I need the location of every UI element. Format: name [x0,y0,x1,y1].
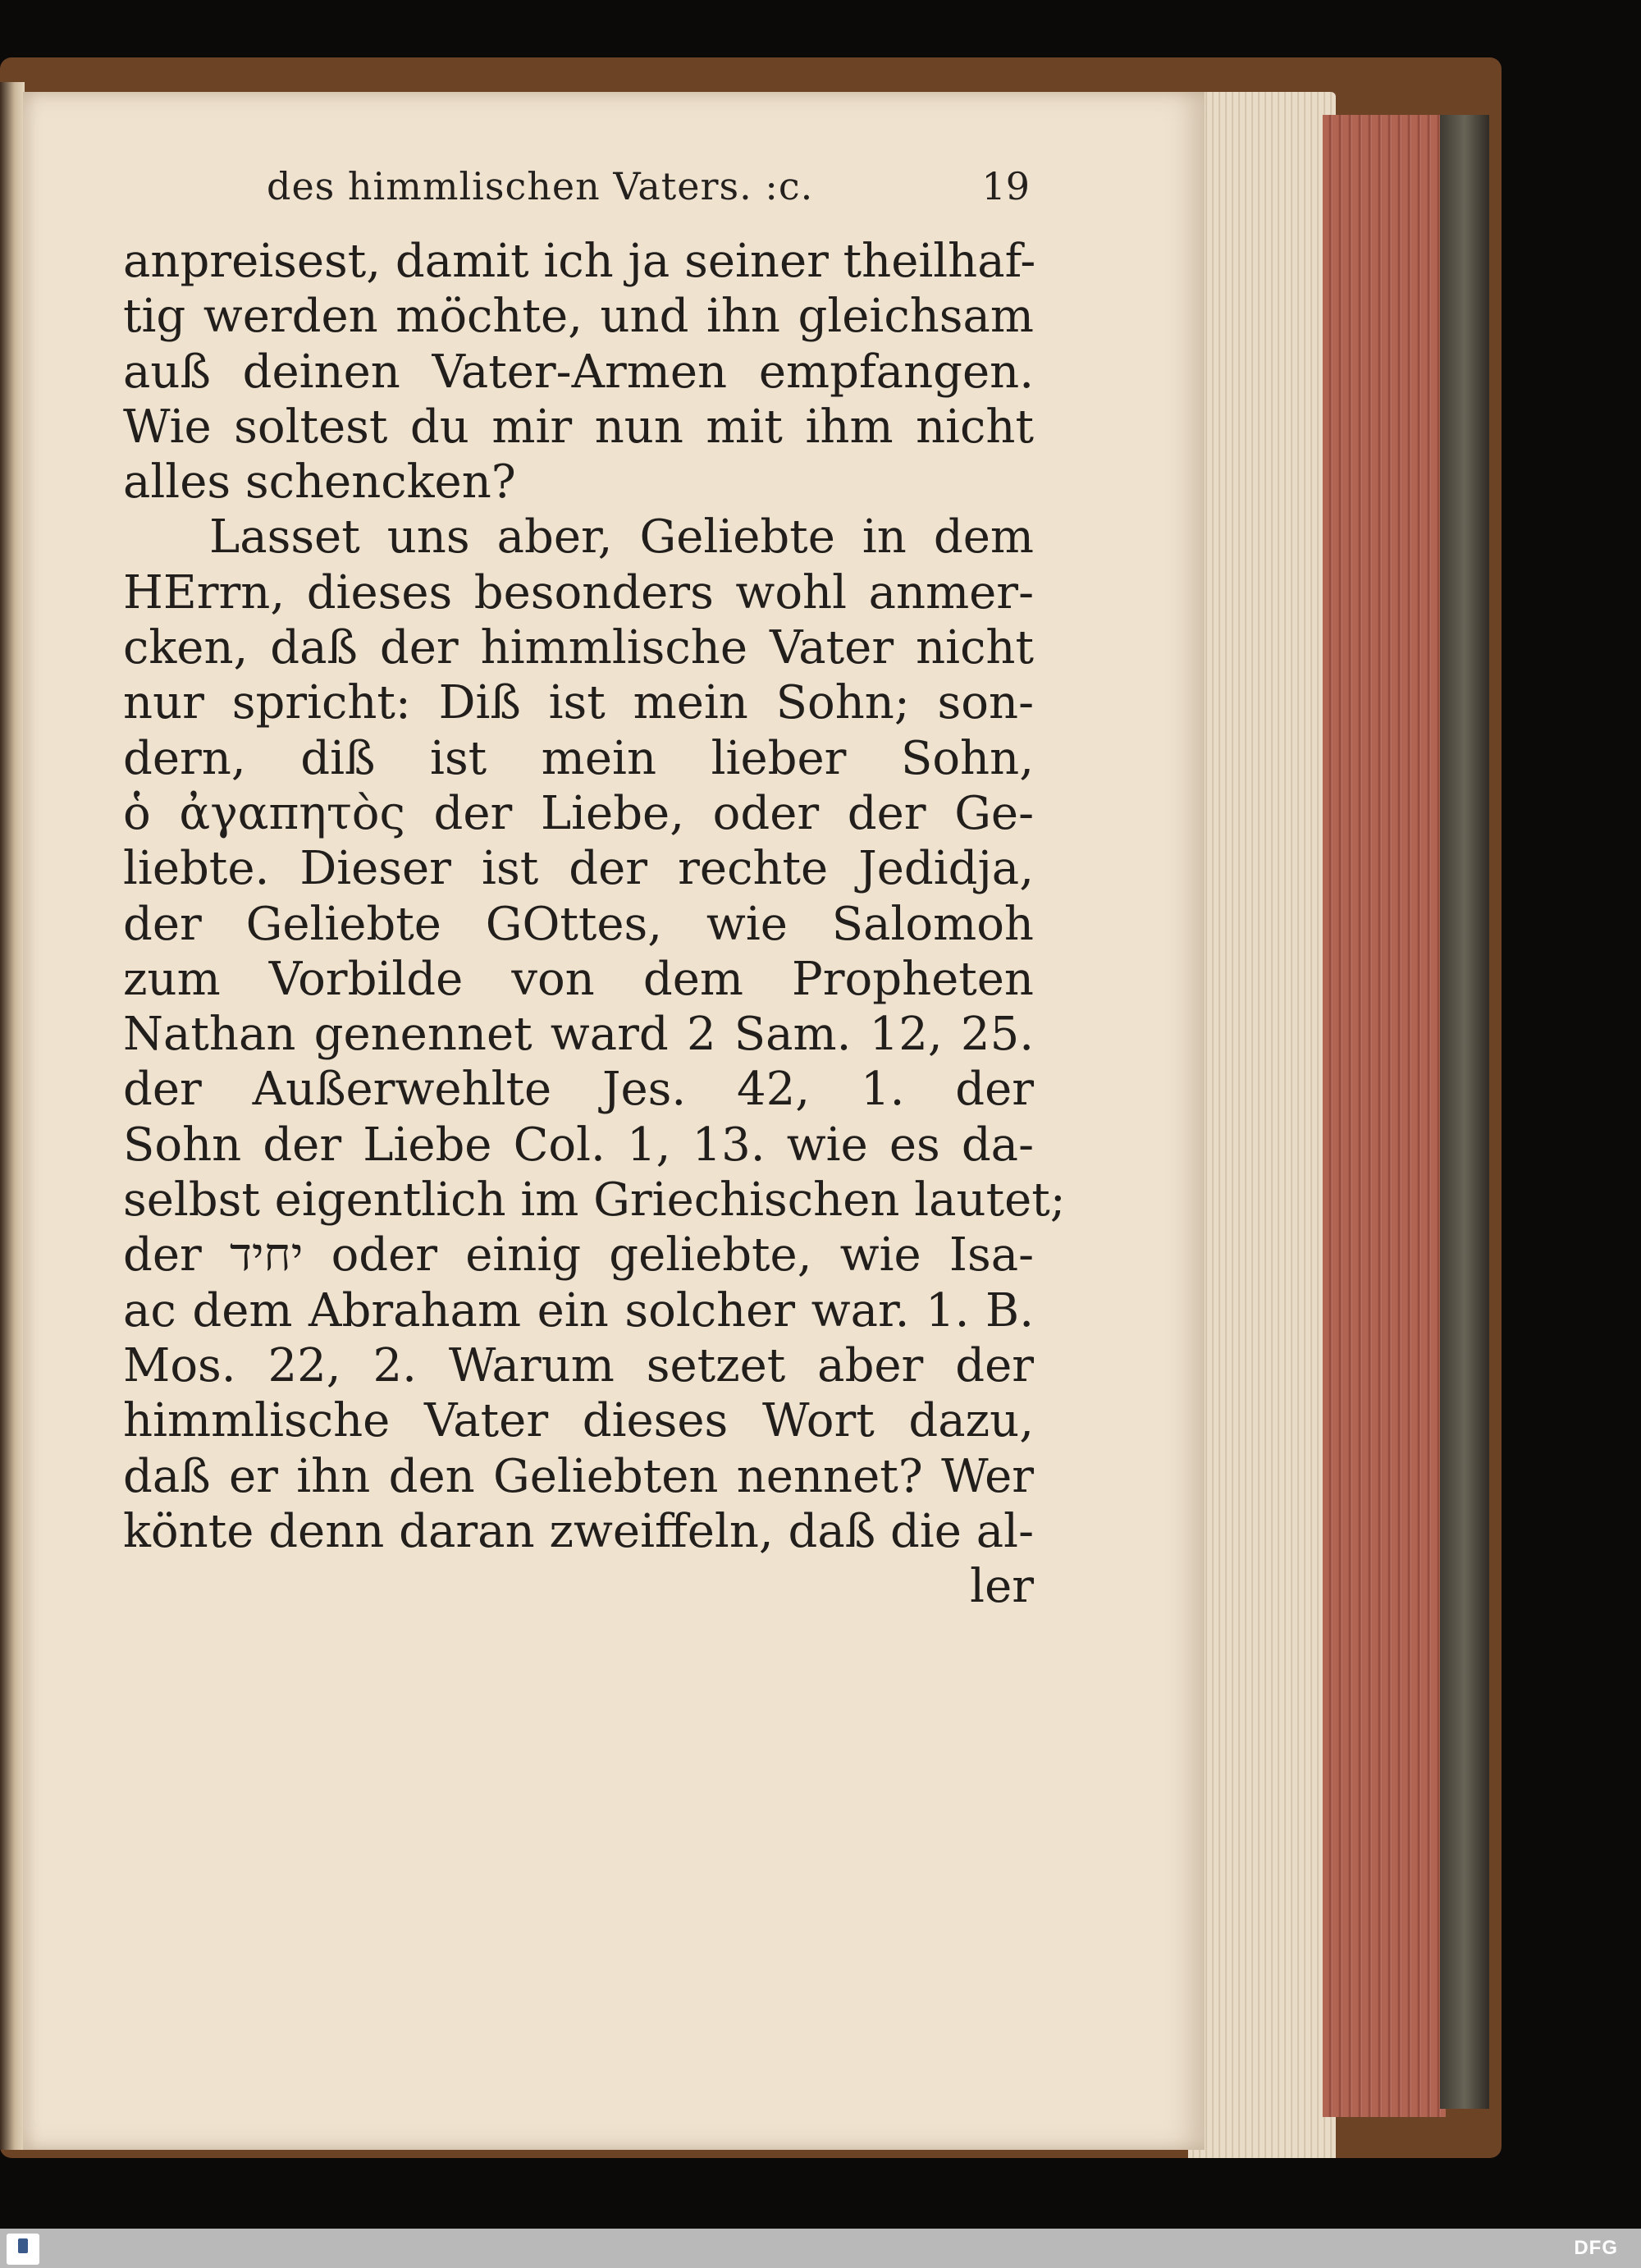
text-line: könte denn daran zweiffeln, daß die al- [123,1504,1034,1558]
text-line: der Geliebte GOttes, wie Salomoh [123,897,1034,951]
body-text [123,234,1066,1614]
catchword: ler [970,1560,1034,1614]
text-line: anpreisest, damit ich ja seiner theilhaf- [123,235,1036,288]
running-title: des himmlischen Vaters. :c. [267,164,814,208]
text-line: Lasset uns aber, Geliebte in dem [209,510,1034,565]
text-line: auß deinen Vater-Armen empfangen. [123,345,1034,399]
red-page-edge [1323,115,1446,2117]
text-line: Sohn der Liebe Col. 1, 13. wie es da- [123,1118,1034,1172]
text-line: alles schencken? [123,455,516,510]
left-page-edge [0,82,25,2150]
text-line: ὁ ἀγαπητὸς der Liebe, oder der Ge- [123,786,1034,840]
text-line: cken, daß der himmlische Vater nicht [123,621,1034,675]
text-line: Mos. 22, 2. Warum setzet aber der [123,1338,1034,1392]
viewer-footer-bar [0,2229,1641,2268]
text-line: daß er ihn den Geliebten nennet? Wer [123,1449,1034,1503]
text-line: dern, diß ist mein lieber Sohn, [123,731,1034,785]
text-line: selbst eigentlich im Griechischen lautet; [123,1173,1066,1228]
text-line: der Außerwehlte Jes. 42, 1. der [123,1063,1034,1117]
text-line: zum Vorbilde von dem Propheten [123,952,1034,1006]
text-line: Nathan genennet ward 2 Sam. 12, 25. [123,1008,1034,1062]
book-back-cover [1440,115,1489,2109]
text-line: liebte. Dieser ist der rechte Jedidja, [123,842,1034,896]
text-line: der יחיד oder einig geliebte, wie Isa- [123,1228,1034,1283]
library-logo-icon [7,2234,39,2265]
text-line: Wie soltest du mir nun mit ihm nicht [123,400,1034,454]
text-line: himmlische Vater dieses Wort dazu, [123,1394,1034,1448]
text-line: ac dem Abraham ein solcher war. 1. B. [123,1283,1034,1337]
page-header [267,164,1030,222]
text-line: HErrn, dieses besonders wohl anmer- [123,565,1034,620]
dfg-logo: DFG [1574,2237,1618,2259]
text-line: tig werden möchte, und ihn gleichsam [123,290,1034,344]
page-number: 19 [981,164,1030,208]
page-block-edges [1188,92,1336,2158]
text-line: nur spricht: Diß ist mein Sohn; son- [123,676,1034,730]
